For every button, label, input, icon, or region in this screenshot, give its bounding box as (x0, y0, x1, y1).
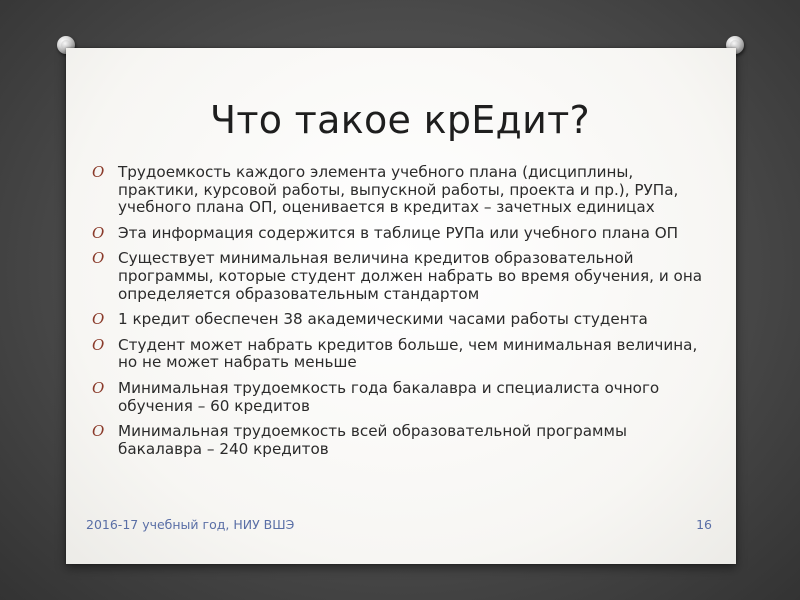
bullet-item (92, 337, 704, 372)
bullet-text: Эта информация содержится в таблице РУПа или учебного плана ОП (118, 223, 679, 242)
bullet-item (92, 225, 704, 243)
bullet-text: Студент может набрать кредитов больше, чем минимальная величина, но не может набрать меньше (118, 335, 698, 372)
bullet-marker-icon: O (92, 249, 105, 268)
bullet-marker-icon: O (92, 310, 105, 329)
bullet-item (92, 164, 704, 217)
bullet-text: Минимальная трудоемкость года бакалавра и специалиста очного обучения – 60 кредитов (118, 378, 660, 415)
bullet-text: Минимальная трудоемкость всей образовательной программы бакалавра – 240 кредитов (118, 422, 627, 458)
bullet-marker-icon: O (92, 163, 105, 181)
bullet-item (92, 380, 704, 415)
bullet-item (92, 311, 704, 329)
bullet-list (92, 164, 704, 466)
bullet-marker-icon: O (92, 378, 105, 397)
bullet-item (92, 423, 704, 458)
bullet-text: Существует минимальная величина кредитов образовательной программы, которые студент должен набрать во время обучения, и она определяется образовательным стандартом (118, 249, 703, 303)
page-number: 16 (696, 517, 712, 532)
footer-text: 2016-17 учебный год, НИУ ВШЭ (86, 517, 295, 532)
bullet-marker-icon: O (92, 335, 105, 354)
bullet-item (92, 250, 704, 303)
bullet-marker-icon: O (92, 223, 105, 242)
bullet-marker-icon: O (92, 422, 105, 441)
slide-title: Что такое крЕдит? (209, 98, 591, 142)
bullet-text: Трудоемкость каждого элемента учебного плана (дисциплины, практики, курсовой работы, выпускной работы, проекта и пр.), РУПа, учебного плана ОП, оценивается в кредитах – зачетных единицах (118, 163, 679, 217)
bullet-text: 1 кредит обеспечен 38 академическими часами работы студента (118, 310, 648, 329)
